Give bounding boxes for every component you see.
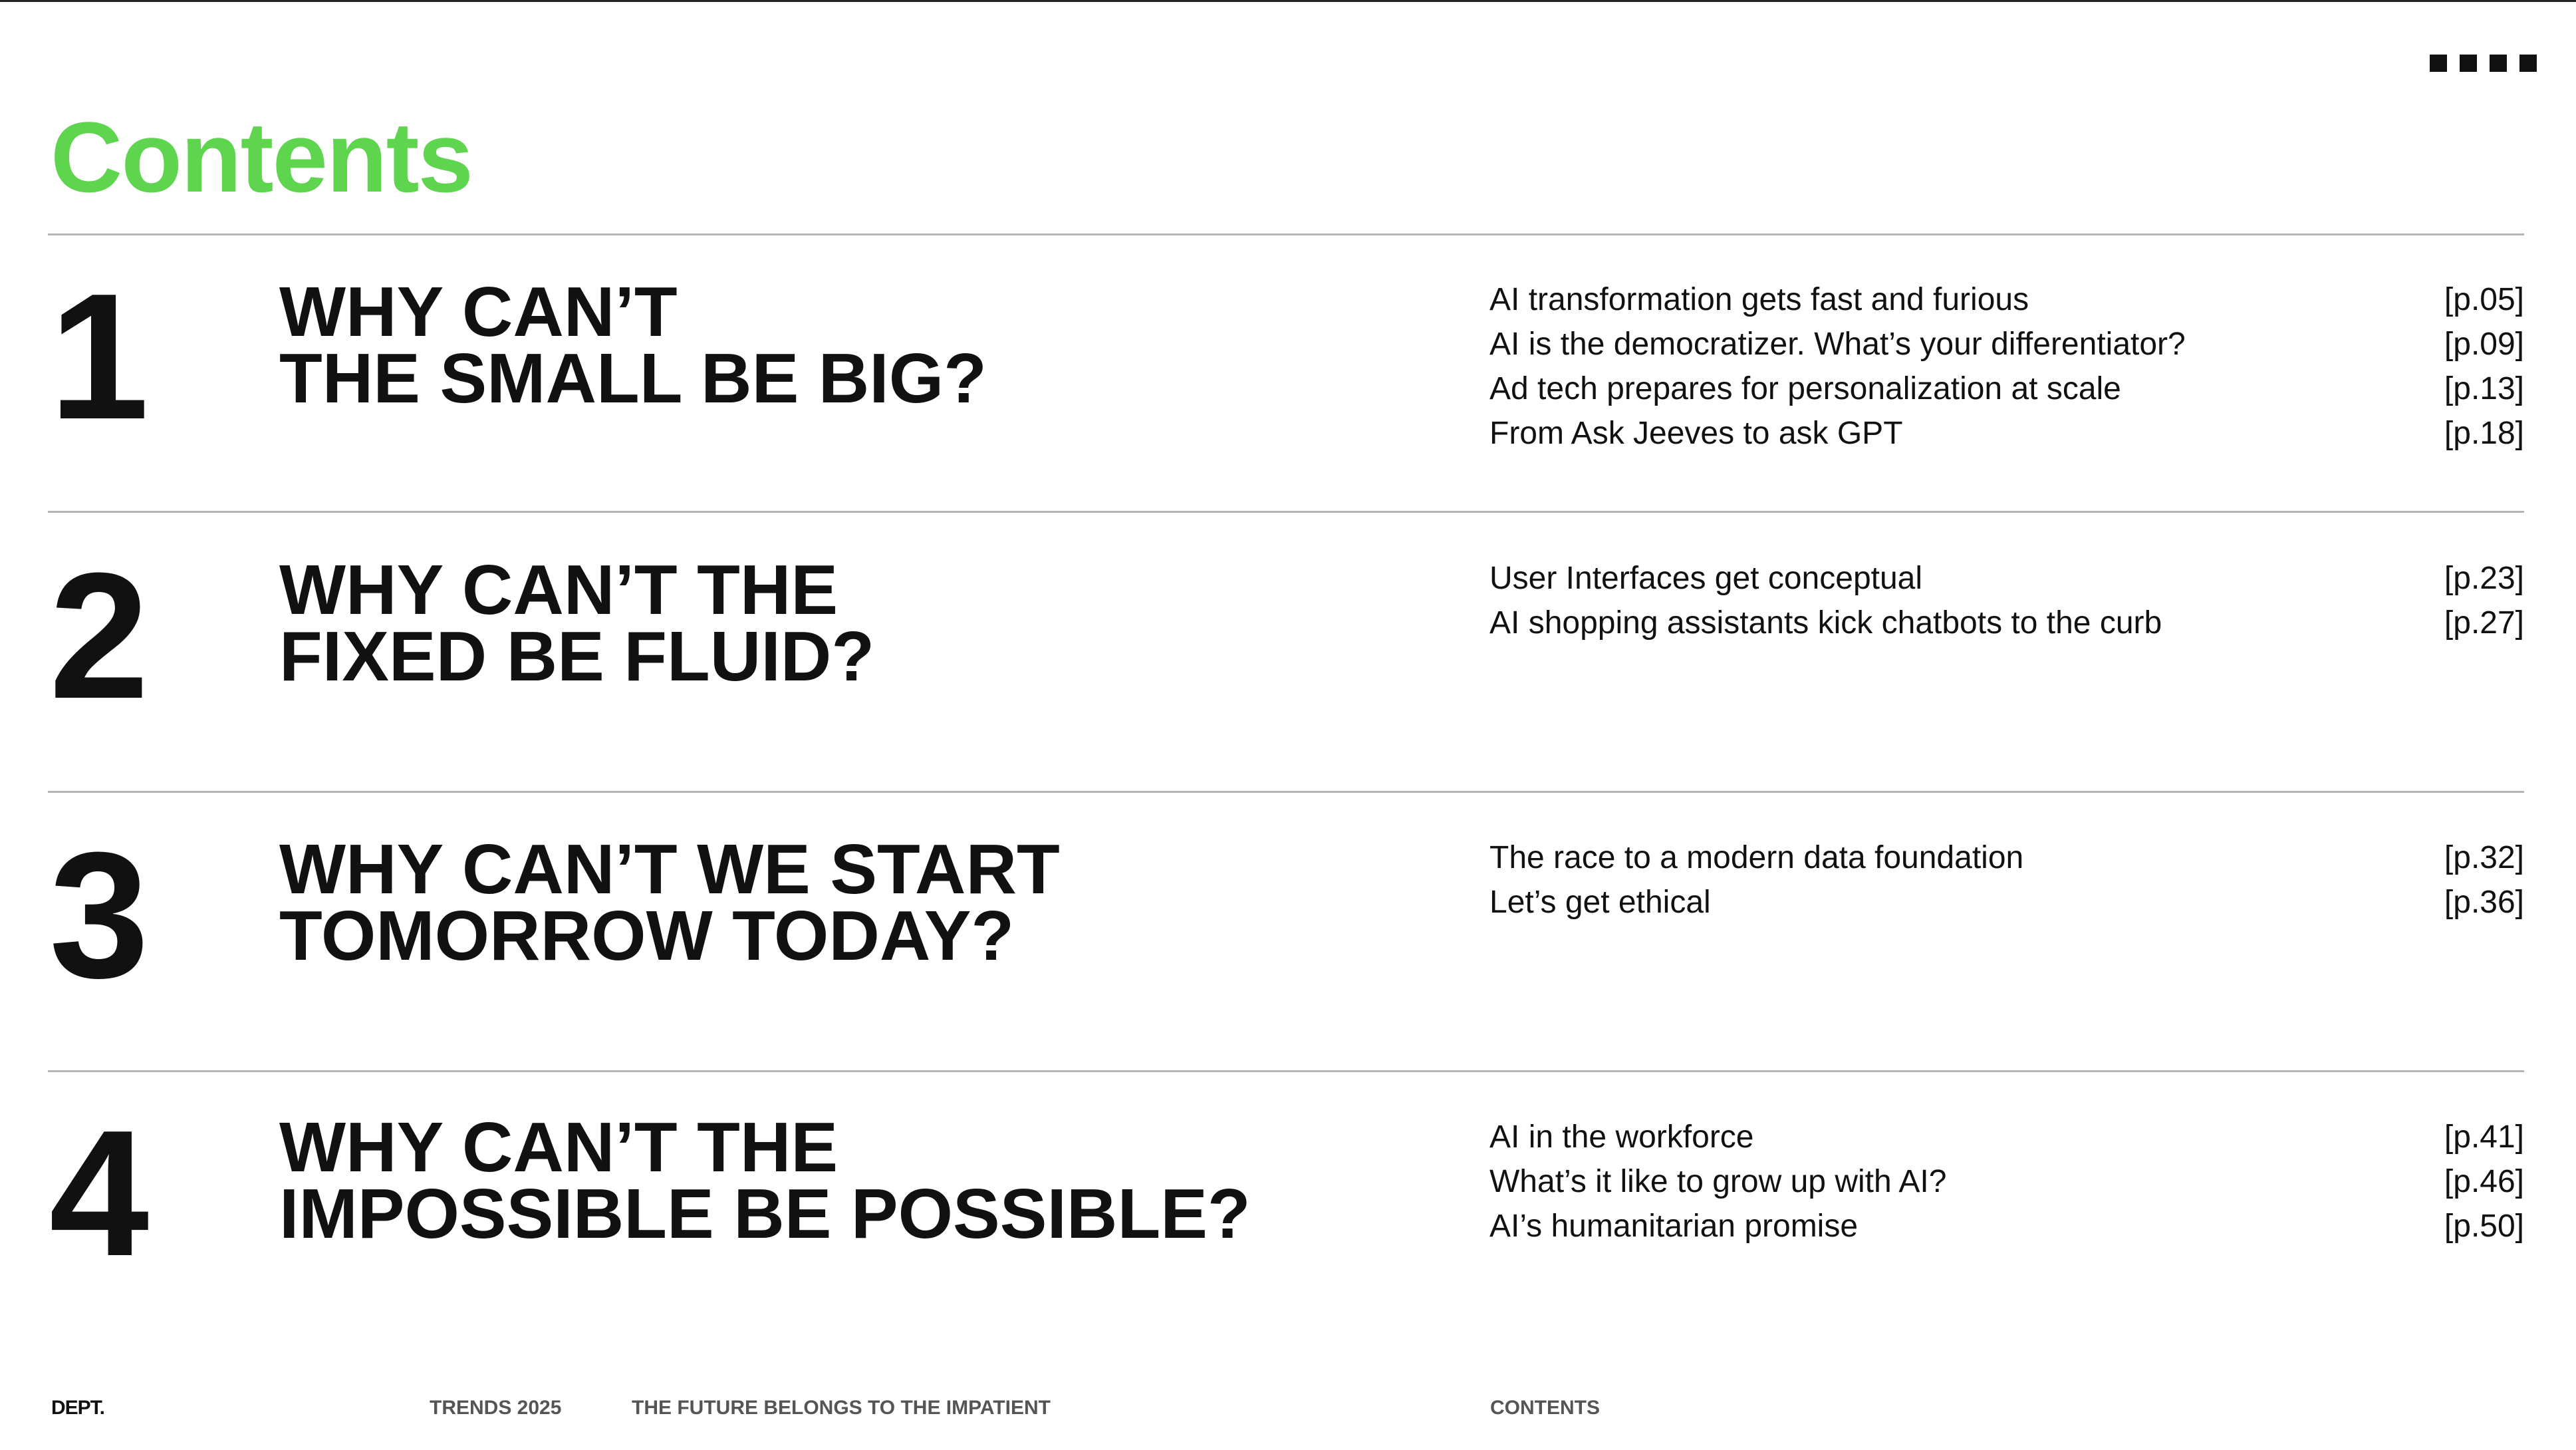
topic-item[interactable] xyxy=(1489,411,2524,456)
topic-list xyxy=(1489,1115,2524,1248)
topic-title: Ad tech prepares for personalization at scale xyxy=(1489,371,2121,406)
menu-square xyxy=(2460,55,2477,72)
menu-square xyxy=(2490,55,2507,72)
section-number: 3 xyxy=(49,815,147,1016)
topic-item[interactable] xyxy=(1489,835,2524,880)
topic-page-ref: [p.13] xyxy=(2444,371,2524,406)
question-line: IMPOSSIBLE BE POSSIBLE? xyxy=(279,1175,1251,1253)
topic-page-ref: [p.50] xyxy=(2444,1209,2524,1244)
question-line: FIXED BE FLUID? xyxy=(279,617,875,696)
section-question xyxy=(279,830,1060,975)
topic-page-ref: [p.05] xyxy=(2444,282,2524,317)
topic-title: What’s it like to grow up with AI? xyxy=(1489,1164,1947,1199)
section-divider xyxy=(48,791,2524,793)
topic-page-ref: [p.23] xyxy=(2444,561,2524,596)
section-number: 4 xyxy=(49,1093,147,1294)
top-border-line xyxy=(0,0,2576,2)
footer-section-label: CONTENTS xyxy=(1490,1397,1600,1419)
topic-title: AI is the democratizer. What’s your differentiator? xyxy=(1489,327,2186,362)
topic-item[interactable] xyxy=(1489,1115,2524,1159)
topic-item[interactable] xyxy=(1489,880,2524,925)
topic-page-ref: [p.46] xyxy=(2444,1164,2524,1199)
topic-title: Let’s get ethical xyxy=(1489,885,1711,920)
menu-square xyxy=(2430,55,2447,72)
topic-title: User Interfaces get conceptual xyxy=(1489,561,1923,596)
section-number: 1 xyxy=(49,257,147,457)
topic-title: The race to a modern data foundation xyxy=(1489,840,2024,875)
section-number: 2 xyxy=(49,536,147,736)
question-line: WHY CAN’T xyxy=(279,273,678,351)
question-line: WHY CAN’T THE xyxy=(279,551,838,629)
topic-page-ref: [p.27] xyxy=(2444,605,2524,641)
topic-item[interactable] xyxy=(1489,277,2524,322)
topic-page-ref: [p.09] xyxy=(2444,327,2524,362)
topic-page-ref: [p.18] xyxy=(2444,416,2524,451)
topic-item[interactable] xyxy=(1489,366,2524,411)
topic-item[interactable] xyxy=(1489,1159,2524,1204)
topic-list xyxy=(1489,556,2524,645)
topic-list xyxy=(1489,277,2524,456)
footer-report-label: TRENDS 2025 xyxy=(430,1397,562,1419)
topic-title: From Ask Jeeves to ask GPT xyxy=(1489,416,1903,451)
topic-list xyxy=(1489,835,2524,925)
topic-item[interactable] xyxy=(1489,601,2524,645)
menu-square xyxy=(2519,55,2537,72)
topic-title: AI transformation gets fast and furious xyxy=(1489,282,2029,317)
topic-title: AI’s humanitarian promise xyxy=(1489,1209,1859,1244)
question-line: WHY CAN’T WE START xyxy=(279,830,1060,909)
question-line: TOMORROW TODAY? xyxy=(279,897,1015,975)
topic-item[interactable] xyxy=(1489,1204,2524,1248)
menu-icon[interactable] xyxy=(2430,55,2537,72)
question-line: THE SMALL BE BIG? xyxy=(279,339,987,418)
topic-item[interactable] xyxy=(1489,556,2524,601)
footer-tagline: THE FUTURE BELONGS TO THE IMPATIENT xyxy=(632,1397,1051,1419)
section-question xyxy=(279,1108,1251,1253)
section-divider xyxy=(48,1070,2524,1072)
topic-page-ref: [p.41] xyxy=(2444,1119,2524,1155)
section-question xyxy=(279,551,875,696)
topic-page-ref: [p.32] xyxy=(2444,840,2524,875)
question-line: WHY CAN’T THE xyxy=(279,1108,838,1187)
dept-logo[interactable]: DEPT. xyxy=(51,1397,105,1419)
topic-title: AI in the workforce xyxy=(1489,1119,1754,1155)
topic-title: AI shopping assistants kick chatbots to the curb xyxy=(1489,605,2162,641)
section-divider xyxy=(48,233,2524,235)
topic-item[interactable] xyxy=(1489,322,2524,366)
section-divider xyxy=(48,511,2524,513)
topic-page-ref: [p.36] xyxy=(2444,885,2524,920)
section-question xyxy=(279,273,987,418)
page-title: Contents xyxy=(51,100,472,213)
